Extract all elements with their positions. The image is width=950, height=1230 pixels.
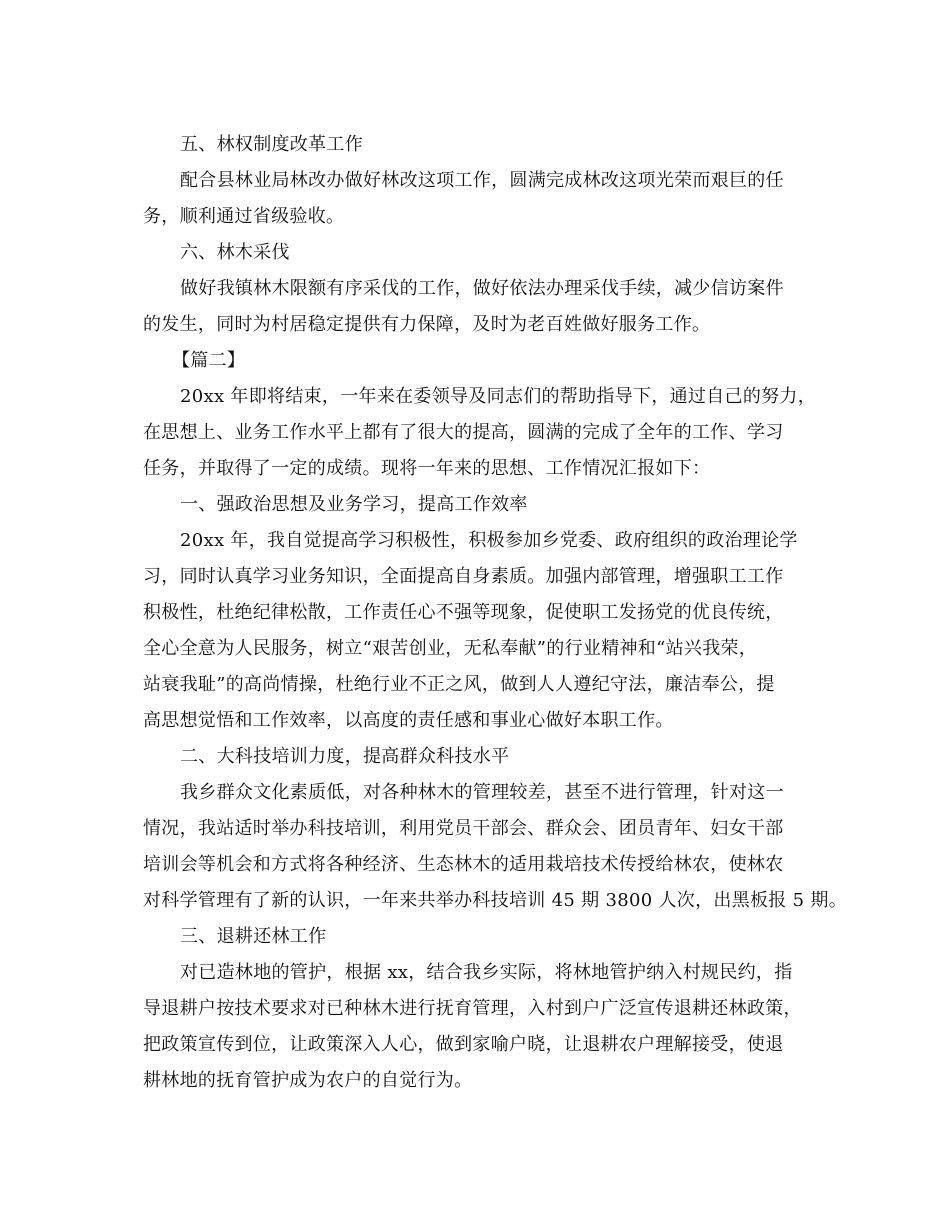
paragraph-line: 耕林地的抚育管护成为农户的自觉行为。 bbox=[143, 1070, 473, 1091]
section-heading-6: 六、林木采伐 bbox=[180, 242, 290, 263]
paragraph-line: 任务，并取得了一定的成绩。现将一年来的思想、工作情况汇报如下： bbox=[143, 458, 711, 479]
paragraph-line: 20xx 年即将结束，一年来在委领导及同志们的帮助指导下，通过自己的努力， bbox=[180, 386, 817, 407]
paragraph-line: 在思想上、业务工作水平上都有了很大的提高，圆满的完成了全年的工作、学习 bbox=[143, 422, 784, 443]
paragraph-line: 我乡群众文化素质低，对各种林木的管理较差，甚至不进行管理，针对这一 bbox=[180, 782, 784, 803]
paragraph-line: 把政策宣传到位，让政策深入人心，做到家喻户晓，让退耕农户理解接受，使退 bbox=[143, 1034, 784, 1055]
paragraph-line: 情况，我站适时举办科技培训，利用党员干部会、群众会、团员青年、妇女干部 bbox=[143, 818, 784, 839]
paragraph-line: 配合县林业局林改办做好林改这项工作，圆满完成林改这项光荣而艰巨的任 bbox=[180, 170, 784, 191]
paragraph-line: 20xx 年，我自觉提高学习积极性，积极参加乡党委、政府组织的政治理论学 bbox=[180, 530, 798, 551]
paragraph-line: 培训会等机会和方式将各种经济、生态林木的适用栽培技术传授给林农，使林农 bbox=[143, 854, 784, 875]
paragraph-line: 站衰我耻”的高尚情操，杜绝行业不正之风，做到人人遵纪守法，廉洁奉公，提 bbox=[143, 674, 775, 695]
section-heading-5: 五、林权制度改革工作 bbox=[180, 134, 363, 155]
paragraph-line: 对已造林地的管护，根据 xx，结合我乡实际，将林地管护纳入村规民约，指 bbox=[180, 962, 793, 983]
section-heading-3: 三、退耕还林工作 bbox=[180, 926, 327, 947]
paragraph-line: 做好我镇林木限额有序采伐的工作，做好依法办理采伐手续，减少信访案件 bbox=[180, 278, 784, 299]
paragraph-line: 务，顺利通过省级验收。 bbox=[143, 206, 345, 227]
paragraph-line: 的发生，同时为村居稳定提供有力保障，及时为老百姓做好服务工作。 bbox=[143, 314, 711, 335]
section-heading-1: 一、强政治思想及业务学习，提高工作效率 bbox=[180, 494, 528, 515]
paragraph-line: 高思想觉悟和工作效率，以高度的责任感和事业心做好本职工作。 bbox=[143, 710, 674, 731]
paragraph-line: 全心全意为人民服务，树立“艰苦创业，无私奉献”的行业精神和“站兴我荣， bbox=[143, 638, 758, 659]
chapter-tag: 【篇二】 bbox=[172, 350, 246, 371]
section-heading-2: 二、大科技培训力度，提高群众科技水平 bbox=[180, 746, 510, 767]
paragraph-line: 习，同时认真学习业务知识，全面提高自身素质。加强内部管理，增强职工工作 bbox=[143, 566, 784, 587]
paragraph-line: 积极性，杜绝纪律松散，工作责任心不强等现象，促使职工发扬党的优良传统， bbox=[143, 602, 784, 623]
paragraph-line: 导退耕户按技术要求对已种林木进行抚育管理，入村到户广泛宣传退耕还林政策， bbox=[143, 998, 802, 1019]
paragraph-line: 对科学管理有了新的认识，一年来共举办科技培训 45 期 3800 人次，出黑板报 5 期。 bbox=[143, 890, 847, 911]
